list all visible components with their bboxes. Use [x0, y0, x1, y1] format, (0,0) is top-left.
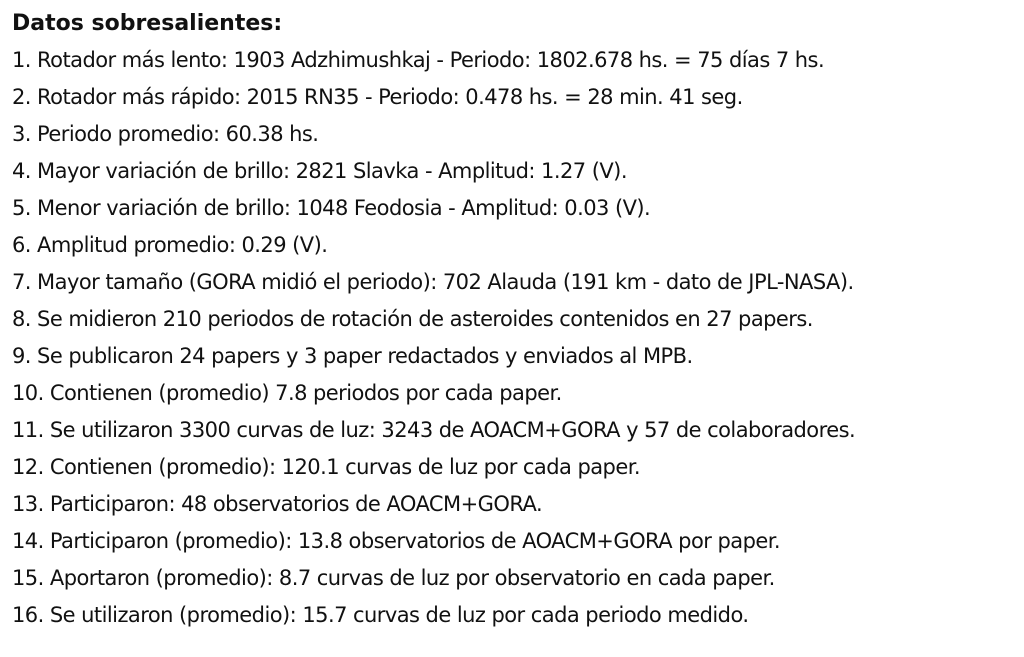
list-item: 10. Contienen (promedio) 7.8 periodos por cada paper.: [12, 381, 562, 405]
list-item: 12. Contienen (promedio): 120.1 curvas de luz por cada paper.: [12, 455, 640, 479]
list-item: 11. Se utilizaron 3300 curvas de luz: 3243 de AOACM+GORA y 57 de colaboradores.: [12, 418, 856, 442]
list-item: 14. Participaron (promedio): 13.8 observatorios de AOACM+GORA por paper.: [12, 529, 780, 553]
list-item: 6. Amplitud promedio: 0.29 (V).: [12, 233, 328, 257]
list-item: 5. Menor variación de brillo: 1048 Feodosia - Amplitud: 0.03 (V).: [12, 196, 651, 220]
list-item: 2. Rotador más rápido: 2015 RN35 - Periodo: 0.478 hs. = 28 min. 41 seg.: [12, 85, 743, 109]
facts-list: [12, 42, 1024, 634]
list-item: 1. Rotador más lento: 1903 Adzhimushkaj - Periodo: 1802.678 hs. = 75 días 7 hs.: [12, 48, 825, 72]
list-item: 3. Periodo promedio: 60.38 hs.: [12, 122, 319, 146]
list-item: 13. Participaron: 48 observatorios de AOACM+GORA.: [12, 492, 543, 516]
list-item: 4. Mayor variación de brillo: 2821 Slavka - Amplitud: 1.27 (V).: [12, 159, 627, 183]
heading: Datos sobresalientes:: [12, 11, 283, 36]
list-item: 9. Se publicaron 24 papers y 3 paper redactados y enviados al MPB.: [12, 344, 693, 368]
list-item: 8. Se midieron 210 periodos de rotación de asteroides contenidos en 27 papers.: [12, 307, 813, 331]
list-item: 16. Se utilizaron (promedio): 15.7 curvas de luz por cada periodo medido.: [12, 603, 749, 627]
list-item: 15. Aportaron (promedio): 8.7 curvas de luz por observatorio en cada paper.: [12, 566, 775, 590]
list-item: 7. Mayor tamaño (GORA midió el periodo): 702 Alauda (191 km - dato de JPL-NASA).: [12, 270, 854, 294]
